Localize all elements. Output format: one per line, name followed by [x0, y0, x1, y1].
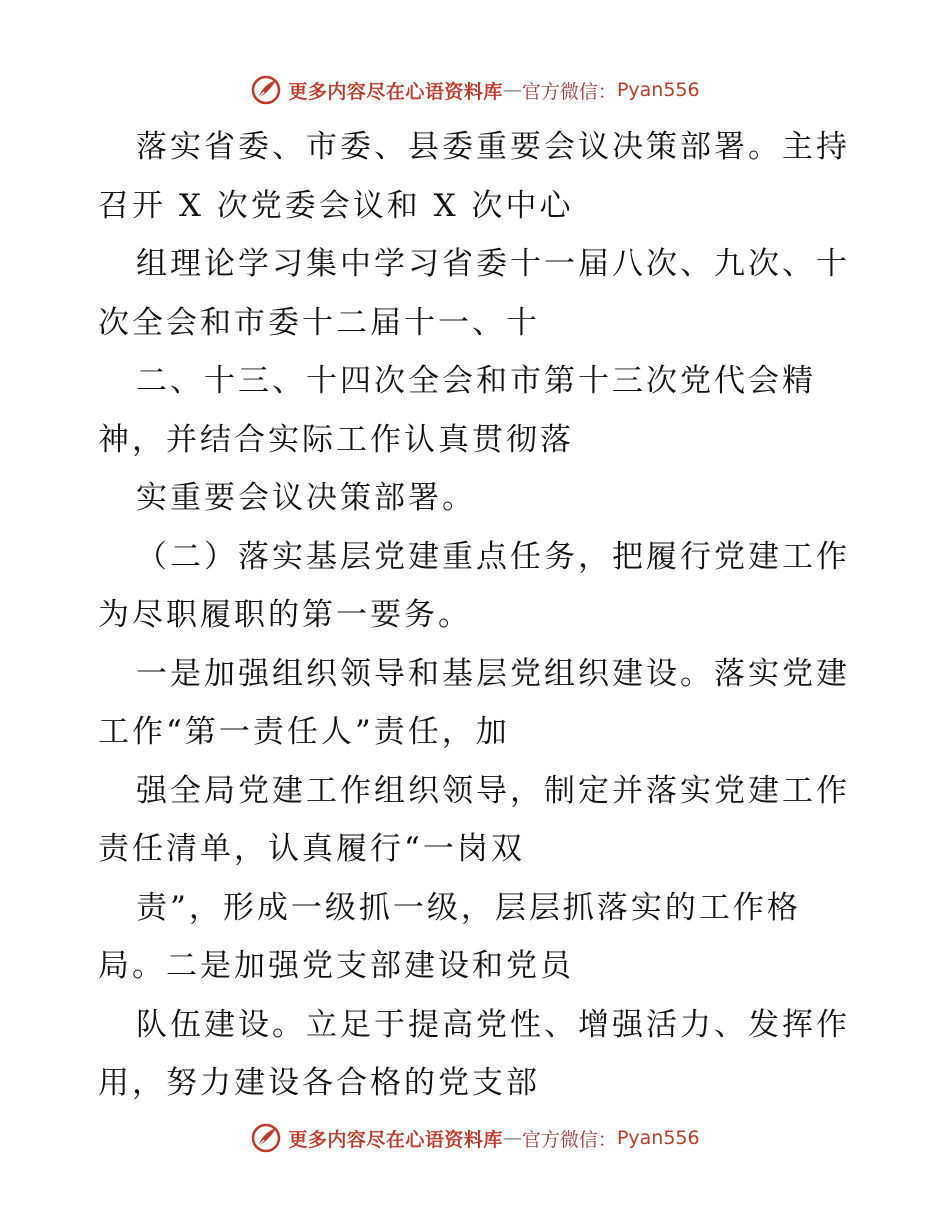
body-line: 实重要会议决策部署。 [136, 480, 476, 516]
feather-quill-logo-icon [250, 1122, 282, 1154]
body-line: 二、十三、十四次全会和市第十三次党代会精 [136, 363, 816, 399]
watermark-brand-text: 更多内容尽在心语资料库 [288, 1128, 503, 1151]
body-line: 组理论学习集中学习省委十一届八次、九次、十 [136, 246, 850, 282]
body-line: 局。二是加强党支部建设和党员 [98, 948, 574, 984]
watermark-banner-top [0, 70, 950, 110]
body-line: 次全会和市委十二届十一、十 [98, 304, 540, 341]
watermark-separator: — [502, 1127, 522, 1149]
body-line: 强全局党建工作组织领导，制定并落实党建工作 [136, 772, 850, 809]
body-line: （二）落实基层党建重点任务，把履行党建工作 [136, 538, 850, 575]
body-line: 队伍建设。立足于提高党性、增强活力、发挥作 [136, 1006, 850, 1043]
watermark-official-label: 官方微信： [521, 1128, 617, 1151]
watermark-contact-id: Pyan556 [616, 1127, 700, 1149]
body-line: 用，努力建设各合格的党支部 [98, 1065, 540, 1101]
body-line: 召开 X 次党委会议和 X 次中心 [98, 187, 574, 224]
watermark-contact-id: Pyan556 [616, 79, 700, 101]
body-line: 责”，形成一级抓一级，层层抓落实的工作格 [136, 889, 801, 926]
body-line: 一是加强组织领导和基层党组织建设。落实党建 [136, 655, 850, 692]
body-line: 落实省委、市委、县委重要会议决策部署。主持 [136, 129, 850, 165]
watermark-official-label: 官方微信： [521, 80, 617, 103]
body-line: 为尽职履职的第一要务。 [98, 597, 472, 633]
body-line: 工作“第一责任人”责任，加 [98, 714, 510, 750]
body-line: 神，并结合实际工作认真贯彻落 [98, 421, 574, 458]
document-body [98, 118, 858, 1113]
body-line: 责任清单，认真履行“一岗双 [98, 831, 525, 867]
feather-quill-logo-icon [250, 74, 282, 106]
watermark-separator: — [502, 79, 522, 101]
watermark-banner-bottom [0, 1118, 950, 1158]
watermark-brand-text: 更多内容尽在心语资料库 [288, 80, 503, 103]
